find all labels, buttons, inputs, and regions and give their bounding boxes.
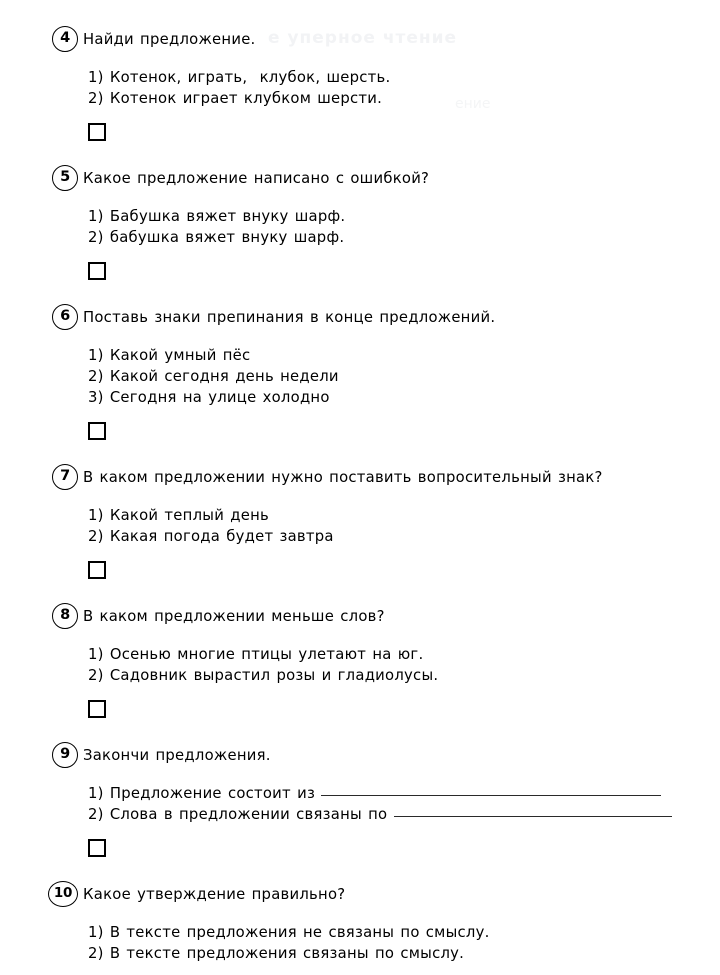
option-marker: 2) xyxy=(88,806,104,823)
question-title: Поставь знаки препинания в конце предложений. xyxy=(83,309,496,326)
question-header xyxy=(0,26,720,54)
option-marker: 2) xyxy=(88,528,104,545)
option-text: бабушка вяжет внуку шарф. xyxy=(109,229,345,246)
answer-option[interactable] xyxy=(88,67,720,88)
option-marker: 1) xyxy=(88,646,104,663)
answer-option-list xyxy=(0,505,720,547)
question-title: Какое предложение написано с ошибкой? xyxy=(83,170,430,187)
answer-option-list xyxy=(0,644,720,686)
question-title: Какое утверждение правильно? xyxy=(83,886,346,903)
answer-checkbox[interactable] xyxy=(88,561,106,579)
question-number-badge: 7 xyxy=(52,464,78,490)
answer-option[interactable] xyxy=(88,345,720,366)
option-text: В тексте предложения не связаны по смыслу. xyxy=(109,924,490,941)
answer-option-list xyxy=(0,67,720,109)
option-marker: 1) xyxy=(88,347,104,364)
answer-option[interactable] xyxy=(88,387,720,408)
option-text: Сегодня на улице холодно xyxy=(109,389,330,406)
option-text: Какой сегодня день недели xyxy=(109,368,339,385)
option-text: Бабушка вяжет внуку шарф. xyxy=(109,208,346,225)
question-number-badge: 8 xyxy=(52,603,78,629)
answer-option[interactable] xyxy=(88,665,720,686)
question-header xyxy=(0,304,720,332)
answer-option-list xyxy=(0,206,720,248)
answer-option[interactable] xyxy=(88,526,720,547)
option-text: Осенью многие птицы улетают на юг. xyxy=(109,646,424,663)
option-text: Слова в предложении связаны по xyxy=(109,806,394,823)
option-marker: 2) xyxy=(88,368,104,385)
answer-option[interactable] xyxy=(88,783,720,804)
question-header xyxy=(0,603,720,631)
answer-option[interactable] xyxy=(88,505,720,526)
answer-option[interactable] xyxy=(88,644,720,665)
option-text: Садовник вырастил розы и гладиолусы. xyxy=(109,667,439,684)
answer-option[interactable] xyxy=(88,943,720,964)
option-text: Предложение состоит из xyxy=(109,785,322,802)
option-text: Какой теплый день xyxy=(109,507,269,524)
option-marker: 1) xyxy=(88,507,104,524)
question-block xyxy=(0,742,720,857)
answer-option[interactable] xyxy=(88,366,720,387)
question-block xyxy=(0,304,720,440)
print-bleed-artifact-middle: ение xyxy=(455,96,491,112)
answer-checkbox[interactable] xyxy=(88,262,106,280)
question-number-badge: 9 xyxy=(52,742,78,768)
answer-checkbox[interactable] xyxy=(88,422,106,440)
question-title: В каком предложении нужно поставить вопросительный знак? xyxy=(83,469,603,486)
option-text: Котенок играет клубком шерсти. xyxy=(109,90,383,107)
answer-checkbox[interactable] xyxy=(88,700,106,718)
question-number-badge: 6 xyxy=(52,304,78,330)
question-title: В каком предложении меньше слов? xyxy=(83,608,385,625)
question-number-badge: 4 xyxy=(52,26,78,52)
print-bleed-artifact-top: е уперное чтение xyxy=(268,28,458,48)
option-text: Какой умный пёс xyxy=(109,347,251,364)
question-block xyxy=(0,165,720,280)
answer-checkbox[interactable] xyxy=(88,123,106,141)
question-block xyxy=(0,464,720,579)
question-title: Найди предложение. xyxy=(83,31,256,48)
answer-option-list xyxy=(0,345,720,408)
option-marker: 1) xyxy=(88,69,104,86)
option-marker: 1) xyxy=(88,208,104,225)
option-text: Какая погода будет завтра xyxy=(109,528,334,545)
option-marker: 1) xyxy=(88,785,104,802)
answer-option[interactable] xyxy=(88,227,720,248)
option-marker: 1) xyxy=(88,924,104,941)
question-number-badge: 5 xyxy=(52,165,78,191)
question-title: Закончи предложения. xyxy=(83,747,271,764)
question-header xyxy=(0,742,720,770)
question-block xyxy=(0,603,720,718)
answer-option[interactable] xyxy=(88,804,720,825)
option-marker: 3) xyxy=(88,389,104,406)
answer-option[interactable] xyxy=(88,88,720,109)
fill-in-blank-line[interactable] xyxy=(394,816,672,817)
answer-option-list xyxy=(0,783,720,825)
question-header xyxy=(0,165,720,193)
question-header xyxy=(0,881,720,909)
question-header xyxy=(0,464,720,492)
question-block xyxy=(0,26,720,141)
question-number-badge: 10 xyxy=(48,881,78,907)
option-marker: 2) xyxy=(88,90,104,107)
answer-option[interactable] xyxy=(88,206,720,227)
answer-option-list xyxy=(0,922,720,964)
option-marker: 2) xyxy=(88,667,104,684)
option-marker: 2) xyxy=(88,945,104,962)
fill-in-blank-line[interactable] xyxy=(321,795,661,796)
answer-checkbox[interactable] xyxy=(88,839,106,857)
answer-option[interactable] xyxy=(88,922,720,943)
option-text: В тексте предложения связаны по смыслу. xyxy=(109,945,465,962)
option-text: Котенок, играть, клубок, шерсть. xyxy=(109,69,391,86)
option-marker: 2) xyxy=(88,229,104,246)
question-block xyxy=(0,881,720,975)
